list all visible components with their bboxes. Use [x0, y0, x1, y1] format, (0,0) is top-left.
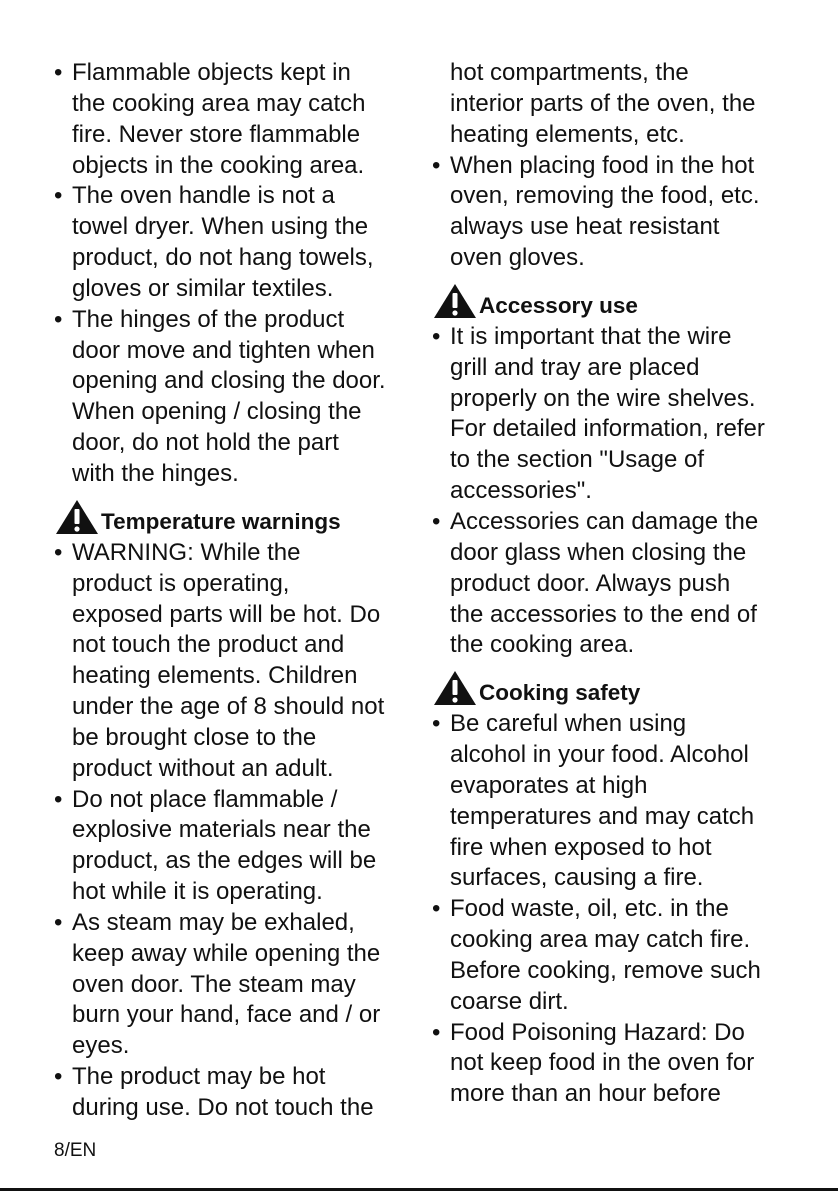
text-line: properly on the wire shelves. [450, 384, 756, 412]
list-item [54, 181, 424, 304]
text-line: keep away while opening the [72, 939, 381, 967]
text-line [72, 538, 424, 569]
bullet: • [54, 785, 63, 813]
page-number: 8/EN [54, 1140, 97, 1161]
text-line: heating elements, etc. [450, 120, 685, 148]
text-line: product door. Always push [450, 569, 731, 597]
text-line: product without an adult. [72, 754, 334, 782]
text-line: fire when exposed to hot [450, 833, 712, 861]
text-line: The product may be hot [72, 1063, 326, 1091]
text-line: the accessories to the end of [450, 600, 757, 628]
text-line: When placing food in the hot [450, 151, 755, 179]
section-heading-cooking [432, 667, 792, 707]
list-item [432, 322, 792, 507]
bullet: • [432, 507, 441, 535]
text-line: more than an hour before [450, 1080, 721, 1108]
text-line: door glass when closing the [450, 538, 747, 566]
text-line: during use. Do not touch the [72, 1094, 374, 1121]
text-line: objects in the cooking area. [72, 151, 365, 179]
text-line: Do not place flammable / [72, 785, 338, 813]
bullet: • [54, 182, 63, 210]
text-line: Be careful when using [450, 710, 687, 738]
bullet: • [432, 151, 441, 179]
text-line: cooking area may catch fire. [450, 926, 751, 954]
text-line: Food Poisoning Hazard: Do [450, 1018, 745, 1046]
bullet: • [432, 895, 441, 923]
text-line: The oven handle is not a [72, 182, 335, 210]
text-line: door, do not hold the part [72, 429, 339, 457]
text-line: always use heat resistant [450, 213, 720, 241]
text-line: product is operating, [72, 569, 290, 597]
text-line: Food waste, oil, etc. in the [450, 895, 729, 923]
text-line: to the section "Usage of [450, 446, 705, 474]
text-line: evaporates at high [450, 771, 648, 799]
warning-triangle-icon [432, 282, 478, 320]
text-line: Flammable objects kept in [72, 59, 351, 86]
text-line: oven, removing the food, etc. [450, 182, 760, 210]
bullet: • [432, 710, 441, 738]
text-line: coarse dirt. [450, 987, 569, 1015]
text-line: The hinges of the product [72, 305, 345, 333]
warning-triangle-icon [432, 669, 478, 707]
text-line: For detailed information, refer [450, 415, 765, 443]
bullet: • [54, 538, 63, 566]
heading-title: Accessory use [479, 292, 638, 318]
list-item [432, 151, 792, 274]
bullet: • [54, 59, 63, 86]
bullet: • [54, 908, 63, 936]
text-line: interior parts of the oven, the [450, 89, 756, 117]
list-item [432, 1018, 792, 1111]
text-line: temperatures and may catch [450, 802, 755, 830]
section-heading-accessory [432, 280, 792, 320]
text-line: It is important that the wire [450, 322, 732, 350]
heading-title: Temperature warnings [101, 508, 341, 534]
bullet: • [432, 322, 441, 350]
warning-triangle-icon [54, 498, 100, 536]
text-line: fire. Never store flammable [72, 120, 361, 148]
text-line: heating elements. Children [72, 662, 358, 690]
list-item [54, 305, 424, 490]
right-column [432, 58, 792, 1110]
text-line: accessories". [450, 477, 592, 505]
text-fragment: While the [200, 538, 301, 566]
text-line: When opening / closing the [72, 398, 362, 426]
text-line: eyes. [72, 1032, 130, 1060]
bullet: • [432, 1018, 441, 1046]
list-item [432, 894, 792, 1017]
text-line: alcohol in your food. Alcohol [450, 741, 749, 769]
text-line: gloves or similar textiles. [72, 274, 334, 302]
text-line: As steam may be exhaled, [72, 908, 355, 936]
text-line: not touch the product and [72, 631, 345, 659]
text-line: surfaces, causing a fire. [450, 864, 704, 892]
text-line: grill and tray are placed [450, 353, 700, 381]
text-line: burn your hand, face and / or [72, 1001, 381, 1029]
heading-title: Cooking safety [479, 680, 641, 706]
section-heading-temperature [54, 496, 424, 536]
bullet: • [54, 305, 63, 333]
text-line: opening and closing the door. [72, 367, 386, 395]
text-line: Before cooking, remove such [450, 956, 761, 984]
list-item [432, 507, 792, 661]
list-item [54, 1062, 424, 1124]
text-line: under the age of 8 should not [72, 693, 385, 721]
list-item [54, 785, 424, 908]
text-line: be brought close to the [72, 723, 317, 751]
list-item [54, 538, 424, 785]
text-line: exposed parts will be hot. Do [72, 600, 381, 628]
text-line: product, do not hang towels, [72, 244, 374, 272]
text-line: hot compartments, the [450, 59, 689, 86]
text-line: door move and tighten when [72, 336, 375, 364]
text-line: Accessories can damage the [450, 507, 759, 535]
text-line: with the hinges. [72, 459, 239, 487]
continued-text [432, 58, 792, 151]
list-item [54, 58, 424, 181]
text-line: oven gloves. [450, 244, 585, 272]
list-item [54, 908, 424, 1062]
text-line: towel dryer. When using the [72, 213, 369, 241]
text-line: the cooking area. [450, 631, 635, 659]
text-line: explosive materials near the [72, 816, 371, 844]
text-line: the cooking area may catch [72, 89, 366, 117]
warning-label: WARNING: [72, 538, 194, 566]
text-line: not keep food in the oven for [450, 1049, 755, 1077]
text-line: product, as the edges will be [72, 847, 377, 875]
text-line: oven door. The steam may [72, 970, 356, 998]
left-column [54, 58, 424, 1124]
text-line: hot while it is operating. [72, 878, 323, 906]
list-item [432, 709, 792, 894]
bullet: • [54, 1063, 63, 1091]
